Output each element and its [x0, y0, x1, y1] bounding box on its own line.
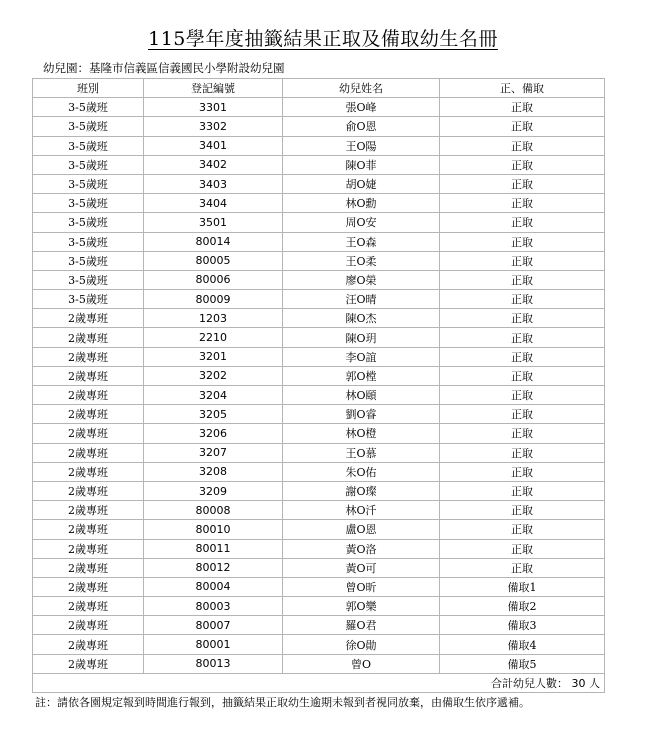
row-status: 正取 [440, 520, 605, 539]
total-count: 合計幼兒人數： 30 人 [33, 673, 605, 692]
table-row [33, 366, 605, 385]
table-row [33, 347, 605, 366]
row-registration-number: 2210 [144, 328, 283, 347]
row-child-name: 張O峰 [283, 98, 440, 117]
row-registration-number: 80010 [144, 520, 283, 539]
table-row [33, 386, 605, 405]
row-child-name: 黃O可 [283, 558, 440, 577]
row-child-name: 林O汘 [283, 501, 440, 520]
row-status: 正取 [440, 232, 605, 251]
admission-roster-table [32, 78, 605, 693]
row-registration-number: 3404 [144, 194, 283, 213]
row-child-name: 王O陽 [283, 136, 440, 155]
row-registration-number: 80011 [144, 539, 283, 558]
row-class: 2歲專班 [33, 597, 144, 616]
row-child-name: 廖O榮 [283, 270, 440, 289]
row-status: 正取 [440, 558, 605, 577]
row-status: 備取1 [440, 577, 605, 596]
row-child-name: 林O頤 [283, 386, 440, 405]
row-status: 正取 [440, 539, 605, 558]
row-class: 3-5歲班 [33, 98, 144, 117]
row-status: 正取 [440, 481, 605, 500]
row-registration-number: 3209 [144, 481, 283, 500]
row-status: 正取 [440, 290, 605, 309]
row-status: 正取 [440, 117, 605, 136]
row-child-name: 郭O樘 [283, 366, 440, 385]
row-child-name: 王O森 [283, 232, 440, 251]
row-class: 3-5歲班 [33, 194, 144, 213]
table-row [33, 98, 605, 117]
table-row [33, 558, 605, 577]
table-row [33, 174, 605, 193]
row-registration-number: 3207 [144, 443, 283, 462]
header-child-name: 幼兒姓名 [283, 79, 440, 98]
row-registration-number: 80005 [144, 251, 283, 270]
row-class: 3-5歲班 [33, 270, 144, 289]
row-registration-number: 3501 [144, 213, 283, 232]
row-child-name: 黃O洛 [283, 539, 440, 558]
table-row [33, 597, 605, 616]
row-class: 3-5歲班 [33, 117, 144, 136]
row-registration-number: 3402 [144, 155, 283, 174]
table-row [33, 270, 605, 289]
row-class: 2歲專班 [33, 366, 144, 385]
row-status: 正取 [440, 251, 605, 270]
row-status: 正取 [440, 386, 605, 405]
row-class: 2歲專班 [33, 405, 144, 424]
row-registration-number: 3302 [144, 117, 283, 136]
row-class: 2歲專班 [33, 616, 144, 635]
row-status: 正取 [440, 270, 605, 289]
row-child-name: 李O誼 [283, 347, 440, 366]
row-registration-number: 80001 [144, 635, 283, 654]
row-child-name: 盧O恩 [283, 520, 440, 539]
row-status: 備取3 [440, 616, 605, 635]
row-registration-number: 3403 [144, 174, 283, 193]
document-title [0, 24, 646, 51]
row-registration-number: 80006 [144, 270, 283, 289]
row-child-name: 汪O晴 [283, 290, 440, 309]
row-status: 正取 [440, 213, 605, 232]
row-class: 2歲專班 [33, 558, 144, 577]
row-child-name: 曾O昕 [283, 577, 440, 596]
row-child-name: 林O勳 [283, 194, 440, 213]
row-child-name: 郭O樂 [283, 597, 440, 616]
row-status: 正取 [440, 462, 605, 481]
row-registration-number: 80003 [144, 597, 283, 616]
row-status: 正取 [440, 366, 605, 385]
row-child-name: 陳O菲 [283, 155, 440, 174]
row-class: 3-5歲班 [33, 232, 144, 251]
table-row [33, 328, 605, 347]
row-registration-number: 3204 [144, 386, 283, 405]
row-status: 正取 [440, 347, 605, 366]
table-row [33, 309, 605, 328]
table-row [33, 405, 605, 424]
row-registration-number: 3301 [144, 98, 283, 117]
row-class: 3-5歲班 [33, 136, 144, 155]
row-registration-number: 3201 [144, 347, 283, 366]
table-row [33, 251, 605, 270]
row-status: 正取 [440, 174, 605, 193]
row-registration-number: 80007 [144, 616, 283, 635]
row-registration-number: 80009 [144, 290, 283, 309]
table-header-row [33, 79, 605, 98]
header-class: 班別 [33, 79, 144, 98]
row-status: 正取 [440, 309, 605, 328]
table-row [33, 654, 605, 673]
table-row [33, 462, 605, 481]
total-row [33, 673, 605, 692]
table-row [33, 539, 605, 558]
row-registration-number: 80004 [144, 577, 283, 596]
row-child-name: 謝O璨 [283, 481, 440, 500]
row-child-name: 陳O杰 [283, 309, 440, 328]
header-admission-status: 正、備取 [440, 79, 605, 98]
row-status: 正取 [440, 443, 605, 462]
row-class: 3-5歲班 [33, 174, 144, 193]
row-registration-number: 3208 [144, 462, 283, 481]
row-status: 正取 [440, 136, 605, 155]
row-class: 3-5歲班 [33, 251, 144, 270]
header-registration-number: 登記編號 [144, 79, 283, 98]
row-class: 2歲專班 [33, 501, 144, 520]
table-row [33, 635, 605, 654]
row-class: 3-5歲班 [33, 290, 144, 309]
row-status: 正取 [440, 328, 605, 347]
row-class: 2歲專班 [33, 347, 144, 366]
row-class: 2歲專班 [33, 481, 144, 500]
row-status: 正取 [440, 405, 605, 424]
row-child-name: 周O安 [283, 213, 440, 232]
row-registration-number: 3202 [144, 366, 283, 385]
table-row [33, 155, 605, 174]
table-row [33, 232, 605, 251]
row-class: 2歲專班 [33, 386, 144, 405]
row-class: 3-5歲班 [33, 213, 144, 232]
table-row [33, 290, 605, 309]
row-child-name: 王O慕 [283, 443, 440, 462]
row-class: 3-5歲班 [33, 155, 144, 174]
row-class: 2歲專班 [33, 462, 144, 481]
row-status: 正取 [440, 194, 605, 213]
row-registration-number: 1203 [144, 309, 283, 328]
row-registration-number: 80013 [144, 654, 283, 673]
table-row [33, 443, 605, 462]
row-child-name: 陳O玥 [283, 328, 440, 347]
row-status: 正取 [440, 98, 605, 117]
row-registration-number: 80008 [144, 501, 283, 520]
row-child-name: 俞O恩 [283, 117, 440, 136]
table-row [33, 616, 605, 635]
table-row [33, 117, 605, 136]
row-registration-number: 80012 [144, 558, 283, 577]
row-status: 正取 [440, 424, 605, 443]
row-class: 2歲專班 [33, 309, 144, 328]
table-row [33, 213, 605, 232]
row-child-name: 曾O [283, 654, 440, 673]
footnote: 註：請依各園規定報到時間進行報到，抽籤結果正取幼生逾期未報到者視同放棄，由備取生依序遞補。 [35, 696, 530, 709]
document-title-text: 115學年度抽籤結果正取及備取幼生名冊 [148, 28, 498, 50]
row-child-name: 羅O君 [283, 616, 440, 635]
row-class: 2歲專班 [33, 577, 144, 596]
row-class: 2歲專班 [33, 443, 144, 462]
row-status: 正取 [440, 501, 605, 520]
row-child-name: 徐O勛 [283, 635, 440, 654]
row-class: 2歲專班 [33, 520, 144, 539]
row-status: 備取4 [440, 635, 605, 654]
table-row [33, 424, 605, 443]
row-registration-number: 3401 [144, 136, 283, 155]
row-class: 2歲專班 [33, 635, 144, 654]
row-registration-number: 3205 [144, 405, 283, 424]
row-class: 2歲專班 [33, 539, 144, 558]
row-child-name: 劉O睿 [283, 405, 440, 424]
row-status: 備取2 [440, 597, 605, 616]
row-registration-number: 80014 [144, 232, 283, 251]
school-name: 幼兒園：基隆市信義區信義國民小學附設幼兒園 [43, 61, 285, 75]
table-row [33, 481, 605, 500]
table-row [33, 577, 605, 596]
row-class: 2歲專班 [33, 654, 144, 673]
table-row [33, 501, 605, 520]
row-registration-number: 3206 [144, 424, 283, 443]
row-child-name: 朱O佑 [283, 462, 440, 481]
table-row [33, 520, 605, 539]
table-body [33, 98, 605, 674]
row-status: 備取5 [440, 654, 605, 673]
row-child-name: 林O橙 [283, 424, 440, 443]
row-child-name: 胡O婕 [283, 174, 440, 193]
table-row [33, 136, 605, 155]
row-status: 正取 [440, 155, 605, 174]
table-row [33, 194, 605, 213]
row-class: 2歲專班 [33, 328, 144, 347]
row-class: 2歲專班 [33, 424, 144, 443]
row-child-name: 王O柔 [283, 251, 440, 270]
